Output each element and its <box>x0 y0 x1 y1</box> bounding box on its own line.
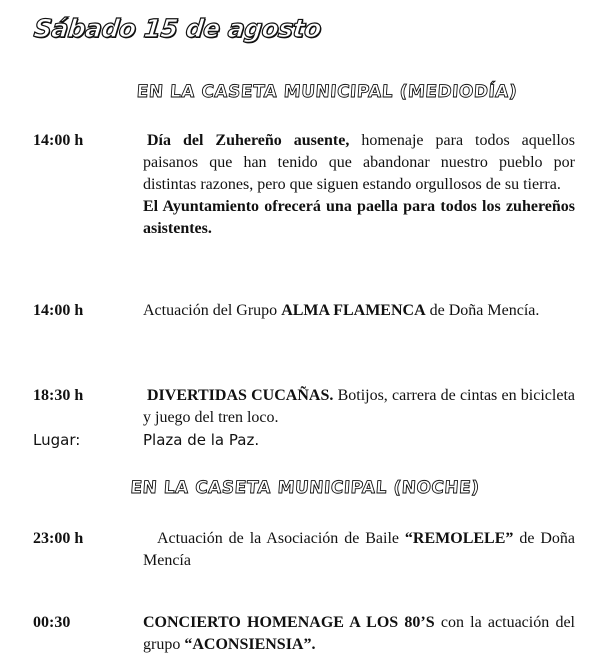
section-heading-mediodia: EN LA CASETA MUNICIPAL (MEDIODÍA) <box>136 82 518 102</box>
event-text: homenaje para todos aquellos paisanos que han tenido que abandonar nuestro pueblo por distintas razones, pero que siguen estando orgullosos de su tierra. <box>143 132 575 193</box>
event-time: 18:30 h <box>33 387 84 404</box>
event-time: 14:00 h <box>33 302 84 319</box>
event-description <box>143 385 575 429</box>
event-text: con la actuación del grupo <box>143 614 575 653</box>
section-heading-noche: EN LA CASETA MUNICIPAL (NOCHE) <box>129 478 481 498</box>
event-description <box>143 612 575 656</box>
lugar-value: Plaza de la Paz. <box>143 431 260 449</box>
event-note: El Ayuntamiento ofrecerá una paella para todos los zuhereños asistentes. <box>143 198 575 237</box>
event-highlight: CONCIERTO HOMENAGE A LOS 80’S <box>143 614 435 631</box>
event-highlight: Día del Zuhereño ausente, <box>147 132 350 149</box>
event-highlight: DIVERTIDAS CUCAÑAS. <box>147 387 334 404</box>
event-text: de Doña Mencía. <box>425 302 540 319</box>
lugar-label: Lugar: <box>33 431 81 449</box>
event-description <box>143 300 575 322</box>
event-time: 14:00 h <box>33 132 84 149</box>
event-text: de Doña Mencía <box>143 530 575 569</box>
event-text: Actuación del Grupo <box>143 302 282 319</box>
page-title: Sábado 15 de agosto <box>32 14 323 43</box>
event-description <box>143 130 575 240</box>
event-highlight: “ACONSIENSIA”. <box>184 636 316 653</box>
event-text: Actuación de la Asociación de Baile <box>157 530 405 547</box>
event-text: Botijos, carrera de cintas en bicicleta y juego del tren loco. <box>143 387 575 426</box>
event-time: 00:30 <box>33 614 71 631</box>
event-highlight: ALMA FLAMENCA <box>281 302 426 319</box>
event-time: 23:00 h <box>33 530 84 547</box>
event-highlight: “REMOLELE” <box>404 530 514 547</box>
event-description <box>143 528 575 572</box>
